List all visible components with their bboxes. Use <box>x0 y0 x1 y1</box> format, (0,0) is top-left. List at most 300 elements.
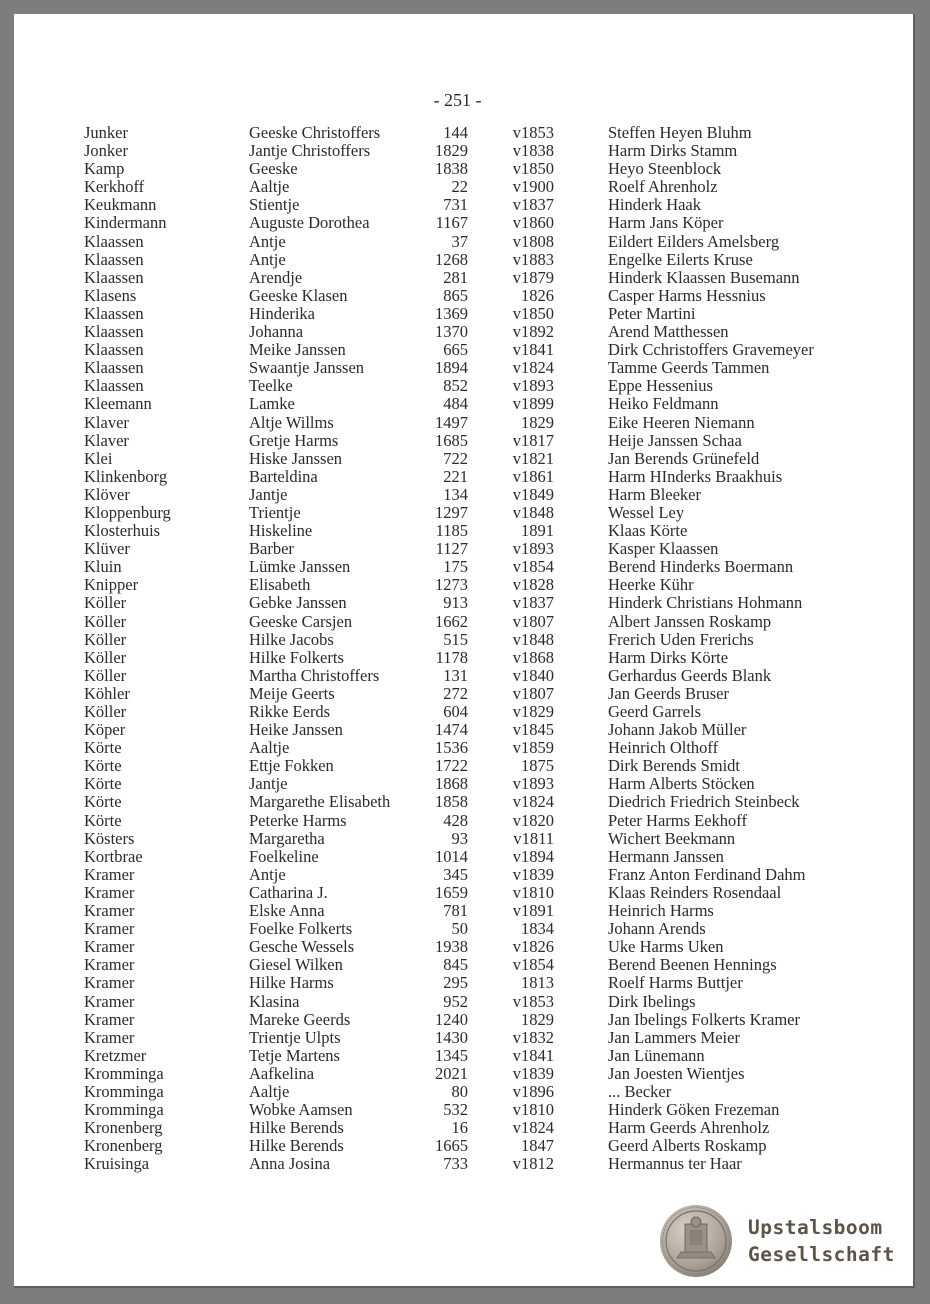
surname-cell: Klaassen <box>84 267 144 287</box>
spouse-cell: Klaas Reinders Rosendaal <box>608 882 782 902</box>
register-row <box>14 468 913 486</box>
surname-cell: Kösters <box>84 828 135 848</box>
given-name-cell: Antje <box>249 249 286 269</box>
register-row <box>14 1101 913 1119</box>
spouse-cell: Tamme Geerds Tammen <box>608 358 770 378</box>
year-cell: v1879 <box>512 267 554 287</box>
register-row <box>14 323 913 341</box>
given-name-cell: Heike Janssen <box>249 720 343 740</box>
given-name-cell: Barber <box>249 539 294 559</box>
surname-cell: Klosterhuis <box>84 521 161 541</box>
given-name-cell: Hilke Berends <box>249 1118 344 1138</box>
spouse-cell: Johann Jakob Müller <box>608 720 747 740</box>
year-cell: v1810 <box>512 1100 554 1120</box>
entry-number-cell: 1268 <box>435 249 468 269</box>
entry-number-cell: 532 <box>443 1100 468 1120</box>
given-name-cell: Antje <box>249 864 286 884</box>
entry-number-cell: 484 <box>443 394 468 414</box>
register-row <box>14 160 913 178</box>
entry-number-cell: 515 <box>443 629 468 649</box>
year-cell: v1854 <box>512 557 554 577</box>
given-name-cell: Geeske <box>249 159 298 179</box>
surname-cell: Klöver <box>84 484 130 504</box>
surname-cell: Kruisinga <box>84 1154 150 1174</box>
spouse-cell: Steffen Heyen Bluhm <box>608 123 752 142</box>
given-name-cell: Jantje <box>249 484 288 504</box>
given-name-cell: Trientje <box>249 502 301 522</box>
spouse-cell: Eike Heeren Niemann <box>608 412 755 432</box>
year-cell: v1849 <box>512 484 554 504</box>
given-name-cell: Klasina <box>249 991 300 1011</box>
entry-number-cell: 1430 <box>435 1027 468 1047</box>
year-cell: v1841 <box>512 340 554 360</box>
entry-number-cell: 175 <box>443 557 468 577</box>
surname-cell: Kramer <box>84 1027 135 1047</box>
register-row <box>14 178 913 196</box>
year-cell: v1860 <box>512 213 554 233</box>
spouse-cell: Engelke Eilerts Kruse <box>608 249 753 269</box>
spouse-cell: Eppe Hessenius <box>608 376 713 396</box>
surname-cell: Keukmann <box>84 195 157 215</box>
spouse-cell: Jan Ibelings Folkerts Kramer <box>608 1009 800 1029</box>
register-row <box>14 956 913 974</box>
spouse-cell: Kasper Klaassen <box>608 539 719 559</box>
surname-cell: Klaassen <box>84 340 144 360</box>
page-number: - 251 - <box>433 90 482 110</box>
year-cell: v1839 <box>512 1063 554 1083</box>
year-cell: v1807 <box>512 683 554 703</box>
spouse-cell: Jan Joesten Wientjes <box>608 1063 745 1083</box>
spouse-cell: Harm Jans Köper <box>608 213 724 233</box>
given-name-cell: Jantje <box>249 774 288 794</box>
register-row <box>14 1119 913 1137</box>
year-cell: v1854 <box>512 955 554 975</box>
register-row <box>14 757 913 775</box>
register-row <box>14 341 913 359</box>
entry-number-cell: 50 <box>451 919 468 939</box>
register-row <box>14 522 913 540</box>
surname-cell: Kramer <box>84 955 135 975</box>
given-name-cell: Aafkelina <box>249 1063 315 1083</box>
year-cell: v1811 <box>513 828 554 848</box>
year-cell: v1891 <box>512 901 554 921</box>
register-row <box>14 812 913 830</box>
given-name-cell: Meije Geerts <box>249 683 335 703</box>
register-row <box>14 884 913 902</box>
given-name-cell: Hiskeline <box>249 521 313 541</box>
spouse-cell: Wichert Beekmann <box>608 828 736 848</box>
given-name-cell: Mareke Geerds <box>249 1009 351 1029</box>
year-cell: v1900 <box>512 177 554 197</box>
given-name-cell: Rikke Eerds <box>249 702 331 721</box>
register-row <box>14 377 913 395</box>
register-row <box>14 775 913 793</box>
register-row <box>14 450 913 468</box>
entry-number-cell: 665 <box>443 340 468 360</box>
entry-number-cell: 733 <box>443 1154 468 1174</box>
entry-number-cell: 1938 <box>435 937 468 957</box>
surname-cell: Körte <box>84 810 122 830</box>
year-cell: v1808 <box>512 231 554 251</box>
surname-cell: Kretzmer <box>84 1045 147 1065</box>
entry-number-cell: 131 <box>443 665 468 685</box>
seal-logo-icon <box>659 1204 733 1278</box>
given-name-cell: Geeske Christoffers <box>249 123 381 142</box>
brand-name-line-2: Gesellschaft <box>748 1243 895 1266</box>
year-cell: v1838 <box>512 141 554 161</box>
surname-cell: Junker <box>84 123 128 142</box>
year-cell: v1853 <box>512 991 554 1011</box>
surname-cell: Körte <box>84 792 122 812</box>
given-name-cell: Jantje Christoffers <box>249 141 371 161</box>
given-name-cell: Margarethe Elisabeth <box>249 792 391 812</box>
surname-cell: Körte <box>84 756 122 776</box>
given-name-cell: Gretje Harms <box>249 430 339 450</box>
given-name-cell: Antje <box>249 231 286 251</box>
year-cell: v1810 <box>512 882 554 902</box>
entry-number-cell: 1838 <box>435 159 468 179</box>
entry-number-cell: 952 <box>443 991 468 1011</box>
spouse-cell: Uke Harms Uken <box>608 937 724 957</box>
given-name-cell: Giesel Wilken <box>249 955 343 975</box>
given-name-cell: Wobke Aamsen <box>249 1100 353 1120</box>
entry-number-cell: 1829 <box>435 141 468 161</box>
surname-cell: Kramer <box>84 919 135 939</box>
entry-number-cell: 1722 <box>435 756 468 776</box>
spouse-cell: Jan Berends Grünefeld <box>608 448 760 468</box>
entry-number-cell: 1240 <box>435 1009 468 1029</box>
surname-cell: Kramer <box>84 864 135 884</box>
entry-number-cell: 345 <box>443 864 468 884</box>
register-row <box>14 594 913 612</box>
surname-cell: Köhler <box>84 683 130 703</box>
given-name-cell: Meike Janssen <box>249 340 346 360</box>
year-cell: v1850 <box>512 159 554 179</box>
given-name-cell: Margaretha <box>249 828 325 848</box>
spouse-cell: Dirk Cchristoffers Gravemeyer <box>608 340 814 360</box>
register-row <box>14 540 913 558</box>
register-row <box>14 685 913 703</box>
given-name-cell: Johanna <box>249 322 304 342</box>
entry-number-cell: 1665 <box>435 1136 468 1156</box>
year-cell: 1829 <box>521 1009 554 1029</box>
spouse-cell: Hinderk Klaassen Busemann <box>608 267 800 287</box>
surname-cell: Klaassen <box>84 358 144 378</box>
surname-cell: Körte <box>84 774 122 794</box>
spouse-cell: Heerke Kühr <box>608 575 694 595</box>
entry-number-cell: 1497 <box>435 412 468 432</box>
year-cell: v1893 <box>512 539 554 559</box>
spouse-cell: Harm Bleeker <box>608 484 701 504</box>
register-row <box>14 432 913 450</box>
register-row <box>14 269 913 287</box>
given-name-cell: Swaantje Janssen <box>249 358 365 378</box>
year-cell: 1891 <box>521 521 554 541</box>
surname-cell: Kramer <box>84 991 135 1011</box>
entry-number-cell: 1369 <box>435 303 468 323</box>
register-row <box>14 938 913 956</box>
given-name-cell: Auguste Dorothea <box>249 213 370 233</box>
given-name-cell: Martha Christoffers <box>249 665 380 685</box>
given-name-cell: Ettje Fokken <box>249 756 334 776</box>
register-row <box>14 649 913 667</box>
year-cell: v1824 <box>512 358 554 378</box>
surname-cell: Kromminga <box>84 1063 164 1083</box>
register-row <box>14 251 913 269</box>
year-cell: v1824 <box>512 792 554 812</box>
surname-cell: Klei <box>84 448 113 468</box>
entry-number-cell: 1127 <box>435 539 468 559</box>
surname-cell: Köller <box>84 665 127 685</box>
surname-cell: Köller <box>84 702 127 721</box>
register-row <box>14 703 913 721</box>
year-cell: v1812 <box>512 1154 554 1174</box>
year-cell: v1883 <box>512 249 554 269</box>
surname-cell: Köller <box>84 647 127 667</box>
surname-cell: Kerkhoff <box>84 177 145 197</box>
spouse-cell: Hermann Janssen <box>608 846 724 866</box>
surname-cell: Klaassen <box>84 249 144 269</box>
entry-number-cell: 1536 <box>435 738 468 758</box>
year-cell: v1837 <box>512 195 554 215</box>
spouse-cell: Harm HInderks Braakhuis <box>608 466 783 486</box>
entry-number-cell: 852 <box>443 376 468 396</box>
entry-number-cell: 134 <box>443 484 468 504</box>
surname-cell: Klasens <box>84 285 137 305</box>
year-cell: v1848 <box>512 629 554 649</box>
spouse-cell: Klaas Körte <box>608 521 688 541</box>
entry-number-cell: 1167 <box>435 213 468 233</box>
register-row <box>14 902 913 920</box>
register-row <box>14 414 913 432</box>
year-cell: v1861 <box>512 466 554 486</box>
year-cell: v1840 <box>512 665 554 685</box>
register-row <box>14 1155 913 1173</box>
year-cell: v1868 <box>512 647 554 667</box>
spouse-cell: Berend Beenen Hennings <box>608 955 777 975</box>
year-cell: 1826 <box>521 285 554 305</box>
register-row <box>14 233 913 251</box>
year-cell: v1853 <box>512 123 554 142</box>
entry-number-cell: 428 <box>443 810 468 830</box>
spouse-cell: Diedrich Friedrich Steinbeck <box>608 792 800 812</box>
given-name-cell: Aaltje <box>249 1081 290 1101</box>
register-row <box>14 739 913 757</box>
register-row <box>14 1137 913 1155</box>
spouse-cell: Gerhardus Geerds Blank <box>608 665 772 685</box>
spouse-cell: Harm Geerds Ahrenholz <box>608 1118 770 1138</box>
spouse-cell: Harm Alberts Stöcken <box>608 774 755 794</box>
register-row <box>14 196 913 214</box>
entry-number-cell: 1297 <box>435 502 468 522</box>
surname-cell: Jonker <box>84 141 128 161</box>
register-row <box>14 1083 913 1101</box>
register-row <box>14 287 913 305</box>
surname-cell: Kramer <box>84 882 135 902</box>
entry-number-cell: 221 <box>443 466 468 486</box>
register-row <box>14 830 913 848</box>
register-row <box>14 848 913 866</box>
surname-cell: Kromminga <box>84 1081 164 1101</box>
spouse-cell: Peter Martini <box>608 303 696 323</box>
year-cell: v1894 <box>512 846 554 866</box>
given-name-cell: Anna Josina <box>249 1154 331 1174</box>
entry-number-cell: 722 <box>443 448 468 468</box>
given-name-cell: Hiske Janssen <box>249 448 343 468</box>
spouse-cell: Franz Anton Ferdinand Dahm <box>608 864 806 884</box>
spouse-cell: Casper Harms Hessnius <box>608 285 766 305</box>
spouse-cell: Harm Dirks Stamm <box>608 141 738 161</box>
given-name-cell: Hilke Jacobs <box>249 629 334 649</box>
register-row <box>14 613 913 631</box>
spouse-cell: Jan Lünemann <box>608 1045 705 1065</box>
given-name-cell: Elisabeth <box>249 575 311 595</box>
given-name-cell: Geeske Klasen <box>249 285 348 305</box>
entry-number-cell: 22 <box>451 177 468 197</box>
year-cell: v1829 <box>512 702 554 721</box>
spouse-cell: Jan Lammers Meier <box>608 1027 740 1047</box>
surname-cell: Kortbrae <box>84 846 143 866</box>
entry-number-cell: 80 <box>451 1081 468 1101</box>
year-cell: v1899 <box>512 394 554 414</box>
year-cell: 1813 <box>521 973 554 993</box>
entry-number-cell: 1273 <box>435 575 468 595</box>
spouse-cell: Roelf Harms Buttjer <box>608 973 743 993</box>
surname-cell: Köller <box>84 611 127 631</box>
spouse-cell: ... Becker <box>608 1081 672 1101</box>
spouse-cell: Hermannus ter Haar <box>608 1154 742 1174</box>
surname-cell: Klaver <box>84 430 129 450</box>
given-name-cell: Tetje Martens <box>249 1045 340 1065</box>
entry-number-cell: 1345 <box>435 1045 468 1065</box>
entry-number-cell: 1370 <box>435 322 468 342</box>
surname-cell: Kromminga <box>84 1100 164 1120</box>
register-row <box>14 866 913 884</box>
year-cell: v1892 <box>512 322 554 342</box>
spouse-cell: Hinderk Christians Hohmann <box>608 593 803 613</box>
entry-number-cell: 272 <box>443 683 468 703</box>
given-name-cell: Hinderika <box>249 303 315 323</box>
entry-number-cell: 295 <box>443 973 468 993</box>
spouse-cell: Albert Janssen Roskamp <box>608 611 772 631</box>
given-name-cell: Aaltje <box>249 738 290 758</box>
year-cell: v1841 <box>512 1045 554 1065</box>
given-name-cell: Lamke <box>249 394 295 414</box>
entry-number-cell: 16 <box>451 1118 468 1138</box>
entry-number-cell: 1659 <box>435 882 468 902</box>
entry-number-cell: 37 <box>451 231 468 251</box>
given-name-cell: Stientje <box>249 195 300 215</box>
register-row <box>14 124 913 142</box>
given-name-cell: Lümke Janssen <box>249 557 351 577</box>
spouse-cell: Heyo Steenblock <box>608 159 722 179</box>
year-cell: v1817 <box>512 430 554 450</box>
register-row <box>14 1047 913 1065</box>
brand-name-line-1: Upstalsboom <box>748 1216 883 1239</box>
entry-number-cell: 1474 <box>435 720 468 740</box>
surname-cell: Klaassen <box>84 376 144 396</box>
surname-cell: Klaver <box>84 412 129 432</box>
register-row <box>14 558 913 576</box>
given-name-cell: Trientje Ulpts <box>249 1027 341 1047</box>
entry-number-cell: 1178 <box>435 647 468 667</box>
surname-cell: Klaassen <box>84 322 144 342</box>
surname-cell: Kindermann <box>84 213 167 233</box>
spouse-cell: Geerd Garrels <box>608 702 701 721</box>
register-row <box>14 920 913 938</box>
spouse-cell: Heinrich Olthoff <box>608 738 719 758</box>
year-cell: v1893 <box>512 774 554 794</box>
spouse-cell: Johann Arends <box>608 919 706 939</box>
surname-cell: Kamp <box>84 159 125 179</box>
year-cell: 1834 <box>521 919 554 939</box>
entry-number-cell: 865 <box>443 285 468 305</box>
entry-number-cell: 281 <box>443 267 468 287</box>
entry-number-cell: 1014 <box>435 846 468 866</box>
surname-cell: Kleemann <box>84 394 152 414</box>
spouse-cell: Peter Harms Eekhoff <box>608 810 747 830</box>
spouse-cell: Berend Hinderks Boermann <box>608 557 794 577</box>
spouse-cell: Heinrich Harms <box>608 901 714 921</box>
year-cell: v1820 <box>512 810 554 830</box>
year-cell: v1828 <box>512 575 554 595</box>
given-name-cell: Peterke Harms <box>249 810 347 830</box>
year-cell: v1848 <box>512 502 554 522</box>
surname-cell: Kronenberg <box>84 1118 163 1138</box>
entry-number-cell: 1685 <box>435 430 468 450</box>
year-cell: v1821 <box>512 448 554 468</box>
entry-number-cell: 1894 <box>435 358 468 378</box>
entry-number-cell: 2021 <box>435 1063 468 1083</box>
entry-number-cell: 93 <box>451 828 468 848</box>
register-row <box>14 395 913 413</box>
year-cell: v1845 <box>512 720 554 740</box>
entry-number-cell: 604 <box>443 702 468 721</box>
surname-cell: Klaassen <box>84 303 144 323</box>
register-row <box>14 486 913 504</box>
register-row <box>14 142 913 160</box>
surname-cell: Kramer <box>84 1009 135 1029</box>
entry-number-cell: 1185 <box>435 521 468 541</box>
document-page <box>14 14 915 1288</box>
year-cell: v1824 <box>512 1118 554 1138</box>
given-name-cell: Gebke Janssen <box>249 593 347 613</box>
register-row <box>14 359 913 377</box>
spouse-cell: Harm Dirks Körte <box>608 647 729 667</box>
spouse-cell: Roelf Ahrenholz <box>608 177 718 197</box>
spouse-cell: Geerd Alberts Roskamp <box>608 1136 767 1156</box>
given-name-cell: Hilke Folkerts <box>249 647 344 667</box>
entry-number-cell: 731 <box>443 195 468 215</box>
spouse-cell: Eildert Eilders Amelsberg <box>608 231 780 251</box>
entry-number-cell: 845 <box>443 955 468 975</box>
given-name-cell: Gesche Wessels <box>249 937 355 957</box>
surname-cell: Kramer <box>84 901 135 921</box>
surname-cell: Kluin <box>84 557 122 577</box>
surname-cell: Klüver <box>84 539 130 559</box>
entry-number-cell: 1868 <box>435 774 468 794</box>
surname-cell: Köper <box>84 720 126 740</box>
register-row <box>14 667 913 685</box>
spouse-cell: Dirk Ibelings <box>608 991 696 1011</box>
register-row <box>14 721 913 739</box>
given-name-cell: Altje Willms <box>249 412 334 432</box>
register-row <box>14 1029 913 1047</box>
spouse-cell: Arend Matthessen <box>608 322 729 342</box>
surname-cell: Knipper <box>84 575 139 595</box>
given-name-cell: Foelke Folkerts <box>249 919 353 939</box>
given-name-cell: Geeske Carsjen <box>249 611 353 631</box>
